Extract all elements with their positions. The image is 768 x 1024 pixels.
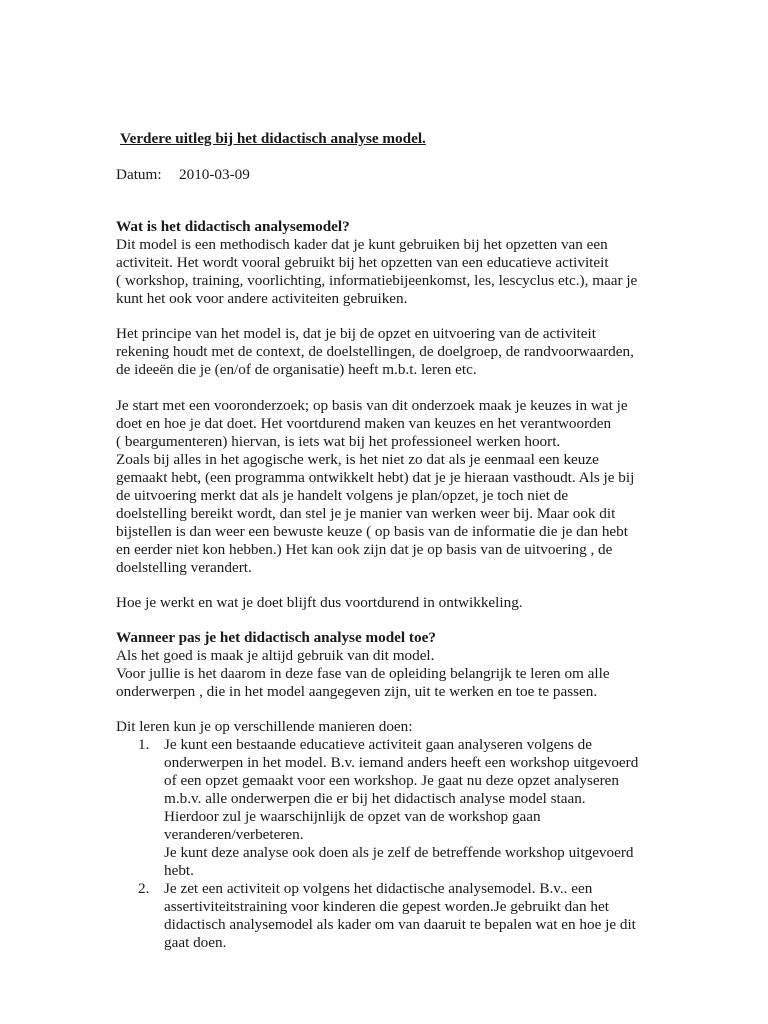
text-line: Hoe je werkt en wat je doet blijft dus voortdurend in ontwikkeling. [116, 594, 523, 611]
text-line: doelstelling bereikt wordt, dan stel je je manier van werken weer bij. Maar ook dit [116, 505, 616, 522]
text-line: de uitvoering merkt dat als je handelt volgens je plan/opzet, je toch niet de [116, 487, 569, 504]
text-line: kunt het ook voor andere activiteiten gebruiken. [116, 290, 408, 307]
list-item-line: of een opzet gemaakt voor een workshop. Je gaat nu deze opzet analyseren [164, 772, 620, 789]
document-title: Verdere uitleg bij het didactisch analyse model. [120, 130, 426, 147]
text-line: bijstellen is dan weer een bewuste keuze ( op basis van de informatie die je dan hebt [116, 523, 628, 540]
list-number: 2. [138, 880, 150, 897]
text-line: Het principe van het model is, dat je bij de opzet en uitvoering van de activiteit [116, 325, 596, 342]
list-item-line: Je zet een activiteit op volgens het didactische analysemodel. B.v.. een [164, 880, 593, 897]
text-line: de ideeën die je (en/of de organisatie) heeft m.b.t. leren etc. [116, 361, 477, 378]
list-item-line: assertiviteitstraining voor kinderen die gepest worden.Je gebruikt dan het [164, 898, 609, 915]
text-line: ( beargumenteren) hiervan, is iets wat bij het professioneel werken hoort. [116, 433, 561, 450]
text-line: ( workshop, training, voorlichting, informatiebijeenkomst, les, lescyclus etc.), maar je [116, 272, 638, 289]
list-item-line: onderwerpen in het model. B.v. iemand anders heeft een workshop uitgevoerd [164, 754, 639, 771]
text-line: onderwerpen , die in het model aangegeven zijn, uit te werken en toe te passen. [116, 683, 598, 700]
list-item-line: gaat doen. [164, 934, 227, 951]
section-heading: Wat is het didactisch analysemodel? [116, 218, 350, 235]
text-line: Dit leren kun je op verschillende manieren doen: [116, 718, 413, 735]
text-line: gemaakt hebt, (een programma ontwikkelt hebt) dat je je hieraan vasthoudt. Als je bij [116, 469, 635, 486]
text-line: doelstelling verandert. [116, 559, 252, 576]
list-item-line: Je kunt deze analyse ook doen als je zelf de betreffende workshop uitgevoerd [164, 844, 634, 861]
section-heading: Wanneer pas je het didactisch analyse model toe? [116, 629, 436, 646]
date-value: 2010-03-09 [179, 166, 250, 183]
list-item-line: veranderen/verbeteren. [164, 826, 304, 843]
text-line: Je start met een vooronderzoek; op basis van dit onderzoek maak je keuzes in wat je [116, 397, 628, 414]
list-item-line: Hierdoor zul je waarschijnlijk de opzet van de workshop gaan [164, 808, 541, 825]
list-item-line: m.b.v. alle onderwerpen die er bij het didactisch analyse model staan. [164, 790, 586, 807]
text-line: rekening houdt met de context, de doelstellingen, de doelgroep, de randvoorwaarden, [116, 343, 634, 360]
date-label: Datum: [116, 166, 162, 183]
text-line: Voor jullie is het daarom in deze fase van de opleiding belangrijk te leren om alle [116, 665, 610, 682]
text-line: en eerder niet kon hebben.) Het kan ook zijn dat je op basis van de uitvoering , de [116, 541, 613, 558]
text-line: Als het goed is maak je altijd gebruik van dit model. [116, 647, 435, 664]
list-item-line: hebt. [164, 862, 194, 879]
text-line: doet en hoe je dat doet. Het voortdurend maken van keuzes en het verantwoorden [116, 415, 612, 432]
text-line: Zoals bij alles in het agogische werk, is het niet zo dat als je eenmaal een keuze [116, 451, 599, 468]
list-item-line: didactisch analysemodel als kader om van daaruit te bepalen wat en hoe je dit [164, 916, 636, 933]
text-line: Dit model is een methodisch kader dat je kunt gebruiken bij het opzetten van een [116, 236, 608, 253]
list-number: 1. [138, 736, 150, 753]
text-line: activiteit. Het wordt vooral gebruikt bij het opzetten van een educatieve activiteit [116, 254, 609, 271]
list-item-line: Je kunt een bestaande educatieve activiteit gaan analyseren volgens de [164, 736, 593, 753]
